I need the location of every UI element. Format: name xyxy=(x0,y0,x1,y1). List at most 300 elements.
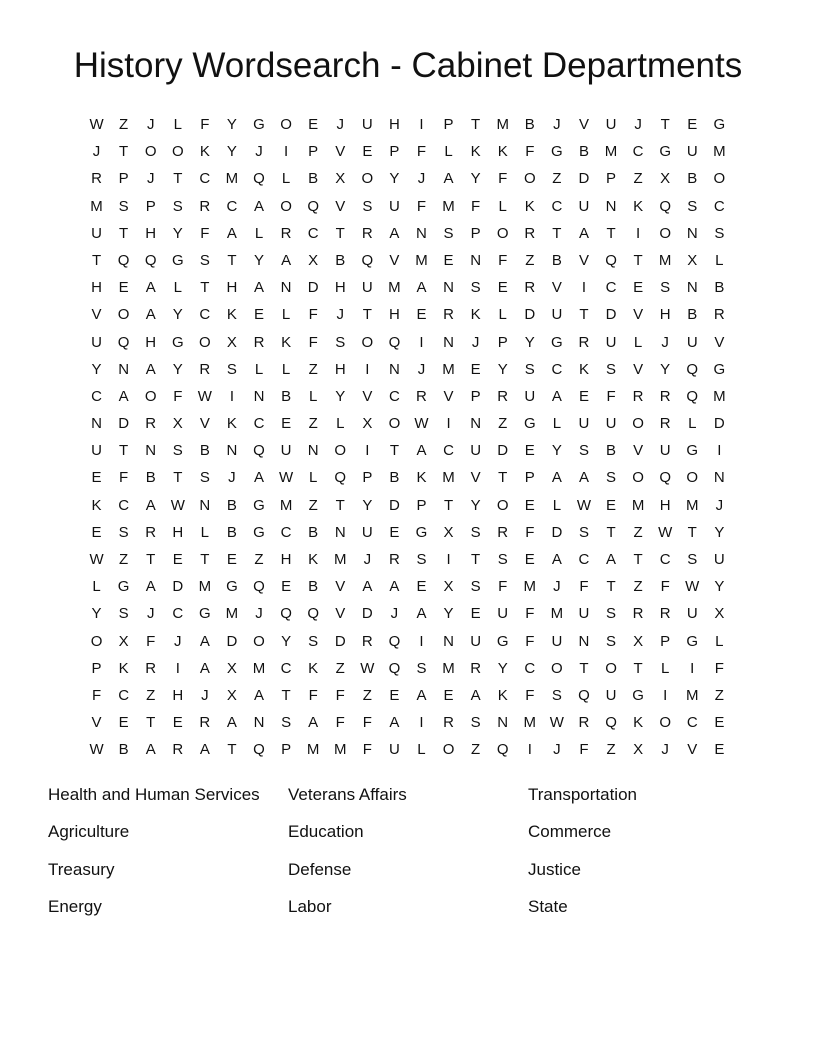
grid-letter: D xyxy=(307,279,319,297)
grid-letter: Y xyxy=(281,632,292,650)
grid-letter: E xyxy=(91,469,102,487)
grid-letter: T xyxy=(606,224,616,242)
grid-letter: M xyxy=(713,387,726,405)
grid-letter: V xyxy=(335,143,346,161)
grid-letter: K xyxy=(470,306,481,324)
grid-letter: Z xyxy=(119,551,129,568)
grid-letter: B xyxy=(578,143,589,161)
grid-letter: V xyxy=(687,741,698,759)
grid-letter: X xyxy=(226,686,237,704)
grid-letter: D xyxy=(551,523,563,541)
grid-letter: Y xyxy=(524,333,535,351)
grid-letter: A xyxy=(226,714,237,732)
grid-letter: G xyxy=(253,496,265,514)
grid-letter: C xyxy=(172,605,184,623)
grid-letter: M xyxy=(631,496,645,514)
grid-letter: X xyxy=(226,333,237,351)
grid-letter: J xyxy=(553,741,561,759)
grid-letter: I xyxy=(446,551,451,568)
grid-letter: P xyxy=(606,170,617,188)
grid-letter: O xyxy=(280,116,292,133)
grid-letter: O xyxy=(334,442,347,460)
grid-letter: M xyxy=(686,496,699,514)
grid-letter: H xyxy=(334,360,346,378)
grid-letter: J xyxy=(715,496,724,514)
grid-letter: U xyxy=(578,415,590,433)
grid-letter: N xyxy=(470,251,482,269)
grid-row xyxy=(83,600,733,627)
grid-letter: Z xyxy=(308,415,318,433)
grid-letter: A xyxy=(226,224,237,242)
grid-letter: A xyxy=(578,469,589,487)
grid-letter: J xyxy=(634,116,642,133)
grid-letter: I xyxy=(365,360,370,378)
grid-letter: C xyxy=(199,170,211,188)
grid-letter: J xyxy=(553,116,561,133)
grid-row xyxy=(83,709,733,736)
grid-letter: N xyxy=(226,442,238,460)
grid-letter: R xyxy=(388,551,400,568)
grid-letter: E xyxy=(308,116,319,133)
grid-letter: B xyxy=(714,279,725,297)
grid-letter: A xyxy=(254,686,265,704)
word-list-item: Health and Human Services xyxy=(48,785,260,804)
grid-letter: F xyxy=(714,659,724,677)
grid-row xyxy=(83,193,733,220)
grid-letter: F xyxy=(498,170,508,188)
grid-letter: U xyxy=(91,224,102,242)
grid-letter: L xyxy=(661,659,670,677)
grid-letter: X xyxy=(362,415,373,433)
grid-letter: F xyxy=(416,143,427,161)
grid-letter: Y xyxy=(551,442,562,460)
grid-letter: A xyxy=(551,469,562,487)
grid-row xyxy=(83,437,733,464)
grid-letter: Q xyxy=(117,251,130,269)
grid-letter: V xyxy=(633,360,644,378)
grid-letter: S xyxy=(606,469,617,487)
grid-letter: Q xyxy=(117,333,130,351)
grid-letter: Z xyxy=(552,170,562,188)
grid-letter: L xyxy=(92,578,101,596)
grid-letter: S xyxy=(335,333,346,351)
grid-letter: V xyxy=(91,306,102,324)
grid-letter: E xyxy=(633,279,644,297)
grid-letter: Z xyxy=(714,686,724,704)
grid-letter: M xyxy=(90,197,103,215)
grid-letter: G xyxy=(551,333,563,351)
grid-letter: E xyxy=(524,442,535,460)
grid-letter: X xyxy=(633,632,644,650)
grid-letter: Y xyxy=(172,224,183,242)
grid-letter: D xyxy=(524,306,536,324)
grid-row xyxy=(83,220,733,247)
grid-letter: N xyxy=(307,442,319,460)
grid-letter: S xyxy=(470,578,481,596)
grid-letter: F xyxy=(416,197,427,215)
grid-letter: O xyxy=(280,197,292,215)
grid-letter: V xyxy=(470,469,481,487)
grid-letter: T xyxy=(227,741,237,759)
grid-letter: Z xyxy=(308,360,318,378)
grid-letter: O xyxy=(144,143,157,161)
grid-letter: R xyxy=(199,197,211,215)
grid-letter: F xyxy=(525,686,535,704)
grid-letter: R xyxy=(443,714,454,732)
grid-letter: F xyxy=(525,632,535,650)
grid-letter: P xyxy=(524,469,535,487)
grid-letter: M xyxy=(333,551,347,568)
grid-letter: M xyxy=(198,578,212,596)
grid-letter: L xyxy=(336,415,345,433)
grid-letter: S xyxy=(714,224,725,242)
grid-letter: M xyxy=(604,143,618,161)
grid-letter: T xyxy=(579,306,589,324)
grid-letter: O xyxy=(361,333,374,351)
grid-letter: S xyxy=(660,279,671,297)
grid-letter: S xyxy=(606,360,617,378)
grid-letter: J xyxy=(336,306,344,324)
grid-letter: M xyxy=(686,686,699,704)
grid-letter: U xyxy=(605,116,617,133)
grid-letter: N xyxy=(91,415,102,433)
grid-letter: N xyxy=(443,279,454,297)
grid-letter: T xyxy=(633,659,643,677)
grid-letter: L xyxy=(173,116,182,133)
grid-letter: F xyxy=(660,578,670,596)
grid-letter: E xyxy=(281,415,292,433)
grid-letter: Q xyxy=(280,605,292,623)
grid-letter: A xyxy=(606,551,617,568)
grid-letter: B xyxy=(145,469,156,487)
grid-letter: W xyxy=(549,714,564,732)
grid-letter: O xyxy=(659,714,672,732)
grid-letter: T xyxy=(119,224,129,242)
grid-letter: T xyxy=(633,551,643,568)
grid-letter: Y xyxy=(254,251,265,269)
grid-letter: D xyxy=(497,442,509,460)
grid-letter: U xyxy=(659,442,671,460)
grid-letter: U xyxy=(686,605,698,623)
grid-letter: O xyxy=(144,387,157,405)
grid-letter: F xyxy=(579,741,589,759)
grid-letter: A xyxy=(416,605,427,623)
grid-letter: Y xyxy=(470,170,481,188)
grid-letter: A xyxy=(416,442,427,460)
grid-letter: O xyxy=(605,659,617,677)
grid-letter: F xyxy=(362,714,372,732)
grid-letter: V xyxy=(335,578,346,596)
grid-letter: F xyxy=(308,333,318,351)
grid-row xyxy=(83,329,733,356)
grid-letter: O xyxy=(496,224,509,242)
grid-letter: T xyxy=(200,551,210,568)
grid-letter: I xyxy=(446,415,451,433)
grid-letter: J xyxy=(471,333,480,351)
grid-letter: V xyxy=(335,605,346,623)
grid-letter: L xyxy=(308,469,318,487)
grid-letter: N xyxy=(334,523,346,541)
grid-letter: L xyxy=(254,360,264,378)
grid-letter: M xyxy=(496,116,509,133)
grid-letter: J xyxy=(255,605,263,623)
grid-letter: T xyxy=(660,116,670,133)
grid-letter: L xyxy=(254,224,264,242)
grid-letter: L xyxy=(417,741,426,759)
grid-letter: V xyxy=(714,333,725,351)
grid-letter: K xyxy=(633,197,644,215)
grid-letter: F xyxy=(308,686,318,704)
grid-letter: W xyxy=(197,387,212,405)
grid-letter: R xyxy=(443,306,454,324)
grid-letter: Q xyxy=(659,469,672,487)
grid-letter: K xyxy=(199,143,210,161)
grid-letter: D xyxy=(172,578,184,596)
grid-letter: R xyxy=(145,415,157,433)
grid-letter: W xyxy=(170,496,185,514)
grid-letter: S xyxy=(118,605,129,623)
grid-letter: C xyxy=(118,496,130,514)
grid-letter: O xyxy=(171,143,184,161)
grid-row xyxy=(83,383,733,410)
grid-letter: Y xyxy=(497,659,508,677)
grid-letter: B xyxy=(687,306,698,324)
grid-letter: E xyxy=(226,551,237,568)
grid-letter: J xyxy=(336,116,344,133)
grid-letter: T xyxy=(281,686,291,704)
grid-letter: T xyxy=(119,442,129,460)
grid-letter: U xyxy=(605,415,617,433)
grid-letter: D xyxy=(605,306,617,324)
grid-row xyxy=(83,492,733,519)
grid-letter: G xyxy=(713,360,726,378)
grid-letter: Q xyxy=(496,741,509,759)
grid-letter: G xyxy=(415,523,428,541)
grid-letter: O xyxy=(713,170,726,188)
grid-letter: A xyxy=(199,632,210,650)
grid-letter: F xyxy=(362,741,372,759)
grid-letter: E xyxy=(91,523,102,541)
grid-letter: A xyxy=(254,279,265,297)
grid-letter: S xyxy=(443,224,454,242)
grid-letter: N xyxy=(280,279,292,297)
grid-letter: S xyxy=(470,714,481,732)
grid-letter: A xyxy=(199,741,210,759)
grid-letter: F xyxy=(173,387,183,405)
grid-letter: A xyxy=(145,279,156,297)
grid-letter: W xyxy=(576,496,592,514)
grid-letter: D xyxy=(118,415,130,433)
grid-letter: M xyxy=(279,496,293,514)
grid-letter: B xyxy=(524,116,535,133)
grid-letter: U xyxy=(605,333,617,351)
grid-letter: Y xyxy=(91,605,102,623)
grid-letter: L xyxy=(715,251,724,269)
grid-letter: L xyxy=(498,197,507,215)
grid-letter: Q xyxy=(334,469,347,487)
grid-letter: Z xyxy=(335,659,345,677)
grid-letter: O xyxy=(496,496,509,514)
grid-letter: Y xyxy=(714,523,725,541)
grid-letter: T xyxy=(362,306,372,324)
grid-row xyxy=(83,111,733,138)
grid-letter: A xyxy=(416,279,427,297)
grid-letter: Q xyxy=(253,442,265,460)
word-list-item: Justice xyxy=(528,859,581,879)
grid-letter: M xyxy=(442,469,455,487)
grid-letter: P xyxy=(281,741,292,759)
grid-letter: J xyxy=(255,143,263,161)
grid-letter: X xyxy=(335,170,346,188)
grid-letter: I xyxy=(527,741,532,759)
grid-letter: A xyxy=(416,686,427,704)
word-list-item: Agriculture xyxy=(48,822,130,842)
grid-letter: T xyxy=(227,251,237,269)
grid-letter: R xyxy=(659,605,671,623)
grid-row xyxy=(83,274,733,301)
word-list xyxy=(48,776,768,925)
grid-letter: B xyxy=(281,387,292,405)
grid-letter: P xyxy=(470,387,481,405)
grid-letter: A xyxy=(578,224,589,242)
grid-letter: J xyxy=(417,170,426,188)
grid-letter: E xyxy=(389,523,400,541)
grid-letter: K xyxy=(497,143,508,161)
grid-letter: A xyxy=(362,578,373,596)
grid-letter: I xyxy=(419,116,424,133)
grid-letter: B xyxy=(226,523,237,541)
grid-letter: G xyxy=(226,578,238,596)
grid-letter: U xyxy=(578,605,590,623)
grid-letter: Z xyxy=(119,116,129,133)
grid-letter: A xyxy=(443,170,454,188)
grid-letter: U xyxy=(497,605,509,623)
grid-letter: C xyxy=(713,197,725,215)
grid-letter: G xyxy=(523,415,536,433)
grid-letter: O xyxy=(199,333,211,351)
grid-letter: E xyxy=(254,306,265,324)
grid-letter: K xyxy=(281,333,292,351)
grid-row xyxy=(83,736,733,763)
grid-letter: B xyxy=(551,251,562,269)
grid-letter: Q xyxy=(686,387,699,405)
grid-letter: A xyxy=(308,714,319,732)
grid-letter: P xyxy=(443,116,454,133)
grid-letter: G xyxy=(659,143,672,161)
grid-letter: J xyxy=(146,170,155,188)
grid-letter: X xyxy=(633,741,644,759)
grid-letter: O xyxy=(117,306,130,324)
grid-letter: M xyxy=(550,605,564,623)
grid-row xyxy=(83,464,733,491)
grid-letter: H xyxy=(388,116,400,133)
grid-letter: C xyxy=(551,360,563,378)
grid-letter: P xyxy=(660,632,671,650)
grid-letter: E xyxy=(362,143,373,161)
grid-letter: A xyxy=(551,551,562,568)
grid-letter: O xyxy=(253,632,265,650)
grid-letter: X xyxy=(687,251,698,269)
grid-letter: V xyxy=(335,197,346,215)
grid-letter: R xyxy=(145,523,157,541)
grid-letter: U xyxy=(361,279,373,297)
grid-letter: Z xyxy=(254,551,264,568)
grid-letter: T xyxy=(200,279,210,297)
grid-letter: F xyxy=(525,523,535,541)
grid-letter: B xyxy=(335,251,346,269)
grid-letter: N xyxy=(686,224,698,242)
grid-letter: S xyxy=(281,714,292,732)
grid-letter: D xyxy=(334,632,346,650)
grid-letter: Z xyxy=(606,741,616,759)
grid-letter: L xyxy=(498,306,507,324)
grid-letter: G xyxy=(253,116,265,133)
word-list-item: Veterans Affairs xyxy=(288,785,407,804)
grid-letter: V xyxy=(199,415,210,433)
grid-letter: E xyxy=(687,116,698,133)
grid-letter: K xyxy=(226,415,237,433)
grid-letter: J xyxy=(146,116,155,133)
grid-letter: S xyxy=(578,442,589,460)
grid-letter: U xyxy=(388,741,400,759)
grid-letter: Q xyxy=(578,686,590,704)
grid-letter: C xyxy=(632,143,644,161)
grid-letter: T xyxy=(606,578,616,596)
grid-letter: S xyxy=(524,360,535,378)
grid-letter: U xyxy=(578,197,590,215)
grid-letter: I xyxy=(229,387,235,405)
grid-letter: E xyxy=(172,714,183,732)
grid-letter: P xyxy=(497,333,508,351)
grid-letter: F xyxy=(91,686,102,704)
grid-row xyxy=(83,247,733,274)
grid-letter: J xyxy=(146,605,155,623)
grid-letter: K xyxy=(497,686,508,704)
grid-letter: B xyxy=(308,170,319,188)
grid-letter: J xyxy=(201,686,209,704)
grid-letter: U xyxy=(280,442,292,460)
grid-letter: T xyxy=(146,714,156,732)
grid-letter: V xyxy=(633,442,644,460)
grid-letter: B xyxy=(308,523,319,541)
grid-letter: M xyxy=(225,605,239,623)
grid-letter: N xyxy=(253,387,265,405)
grid-letter: M xyxy=(388,279,401,297)
grid-letter: K xyxy=(633,714,644,732)
grid-letter: D xyxy=(578,170,590,188)
grid-letter: X xyxy=(226,659,237,677)
grid-letter: N xyxy=(199,496,211,514)
grid-letter: A xyxy=(254,197,265,215)
grid-letter: C xyxy=(605,279,617,297)
grid-letter: Y xyxy=(172,360,183,378)
grid-letter: K xyxy=(308,659,319,677)
grid-letter: L xyxy=(552,496,562,514)
grid-letter: L xyxy=(715,632,724,650)
grid-letter: J xyxy=(661,333,669,351)
grid-letter: H xyxy=(334,279,346,297)
grid-letter: H xyxy=(172,686,184,704)
grid-letter: J xyxy=(92,143,101,161)
grid-letter: Z xyxy=(362,686,372,704)
grid-letter: V xyxy=(633,306,644,324)
grid-letter: F xyxy=(525,143,535,161)
grid-letter: B xyxy=(199,442,210,460)
grid-letter: W xyxy=(685,578,700,596)
grid-letter: Z xyxy=(308,496,318,514)
grid-letter: T xyxy=(173,170,183,188)
grid-letter: N xyxy=(578,632,590,650)
